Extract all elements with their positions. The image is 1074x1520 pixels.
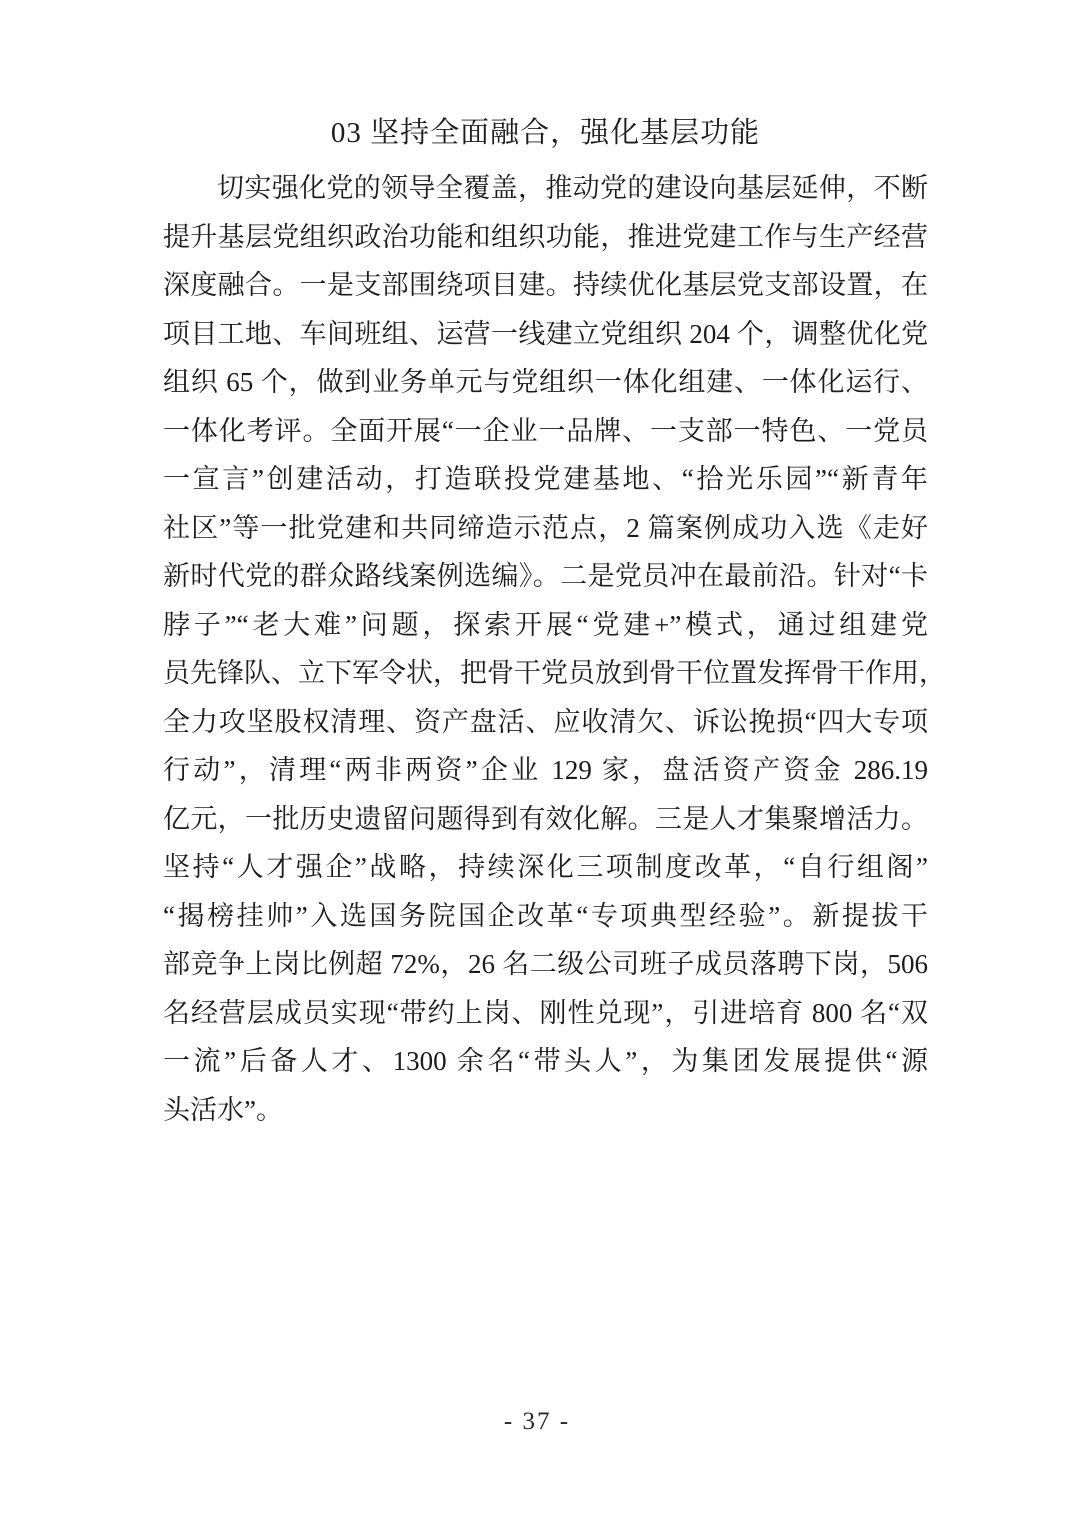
- text-line: 员先锋队、立下军令状，把骨干党员放到骨干位置发挥骨干作用，: [163, 658, 946, 688]
- page-number: - 37 -: [503, 1408, 571, 1435]
- text-line: 提升基层党组织政治功能和组织功能，推进党建工作与生产经营: [163, 221, 928, 252]
- text-line: 全力攻坚股权清理、资产盘活、应收清欠、诉讼挽损“四大专项: [163, 706, 928, 737]
- document-content: [163, 108, 946, 1134]
- text-line: 切实强化党的领导全覆盖，推动党的建设向基层延伸，不断: [217, 173, 928, 203]
- text-line: 组织 65 个，做到业务单元与党组织一体化组建、一体化运行、: [163, 367, 928, 397]
- text-line: 脖子”“老大难”问题，探索开展“党建+”模式，通过组建党: [163, 609, 928, 640]
- text-line: 部竞争上岗比例超 72%，26 名二级公司班子成员落聘下岗，506: [163, 949, 928, 979]
- text-line: 一宣言”创建活动，打造联投党建基地、“拾光乐园”“新青年: [163, 464, 928, 494]
- text-line: 社区”等一批党建和共同缔造示范点，2 篇案例成功入选《走好: [163, 512, 928, 543]
- text-line: 行动”，清理“两非两资”企业 129 家，盘活资产资金 286.19: [163, 755, 928, 785]
- text-line: 新时代党的群众路线案例选编》。二是党员冲在最前沿。针对“卡: [163, 561, 928, 591]
- text-line: “揭榜挂帅”入选国务院国企改革“专项典型经验”。新提拔干: [163, 900, 928, 931]
- text-line: 深度融合。一是支部围绕项目建。持续优化基层党支部设置，在: [163, 270, 928, 300]
- text-line: 一流”后备人才、1300 余名“带头人”，为集团发展提供“源: [163, 1046, 928, 1076]
- text-line: 头活水”。: [163, 1094, 283, 1125]
- body-paragraph: [163, 164, 946, 1134]
- text-line: 名经营层成员实现“带约上岗、刚性兑现”，引进培育 800 名“双: [163, 997, 928, 1028]
- text-line: 项目工地、车间班组、运营一线建立党组织 204 个，调整优化党: [163, 318, 928, 349]
- text-line: 亿元，一批历史遗留问题得到有效化解。三是人才集聚增活力。: [163, 803, 928, 834]
- section-title: 03 坚持全面融合，强化基层功能: [330, 117, 761, 149]
- text-line: 坚持“人才强企”战略，持续深化三项制度改革，“自行组阁”: [163, 852, 928, 882]
- text-line: 一体化考评。全面开展“一企业一品牌、一支部一特色、一党员: [163, 415, 928, 446]
